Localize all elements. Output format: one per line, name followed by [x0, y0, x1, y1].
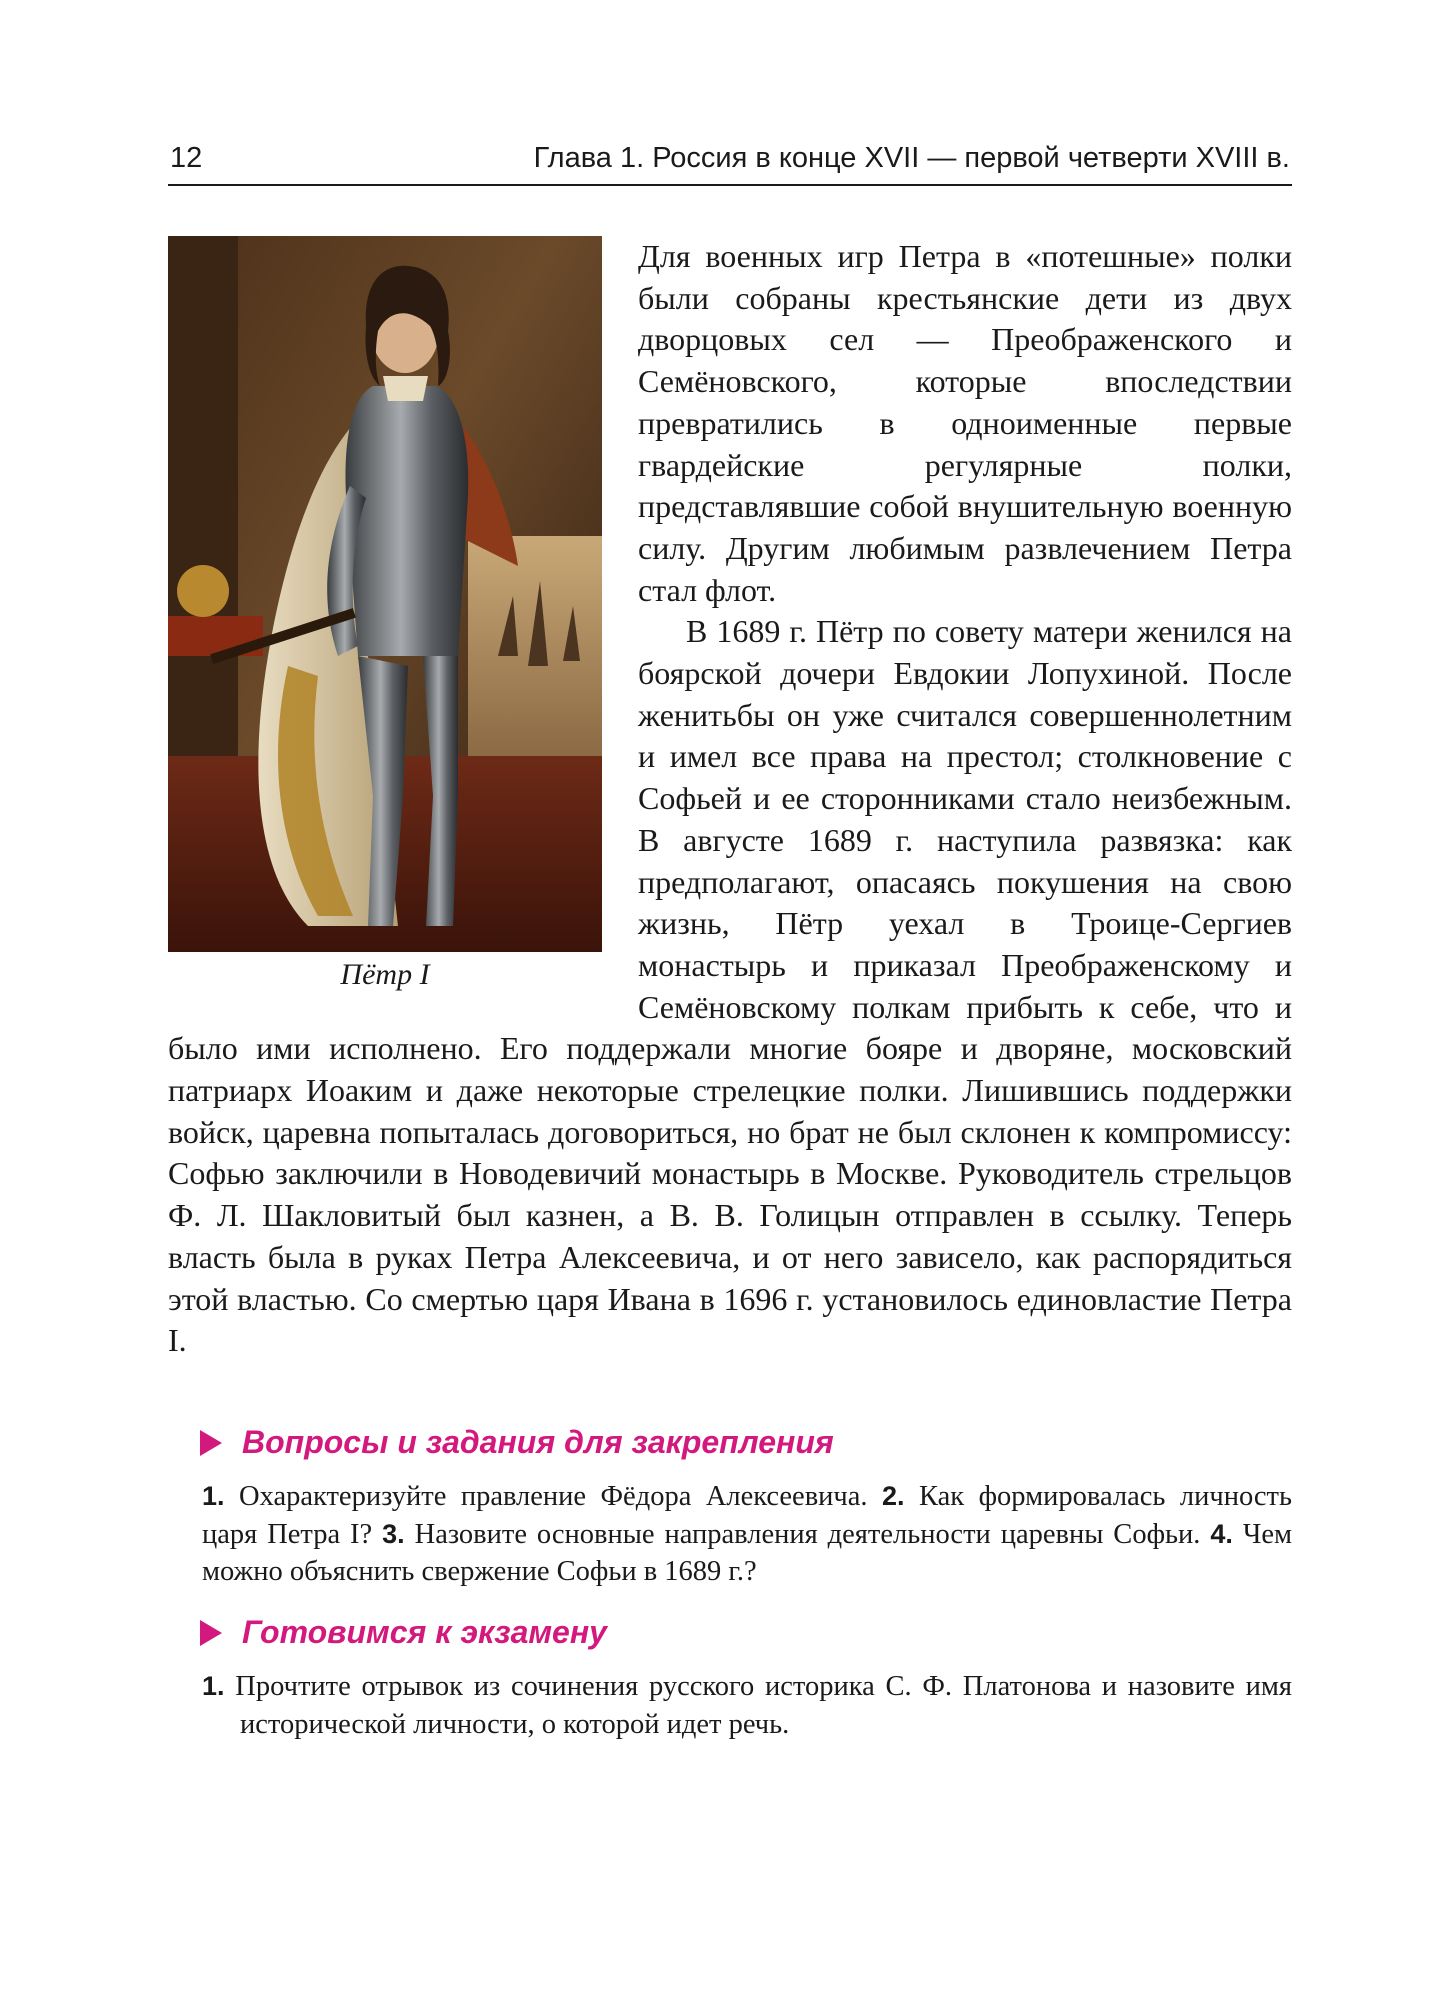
- body-paragraph-2: В 1689 г. Пётр по совету матери женился на боярской дочери Евдокии Лопухиной. После женитьбы он уже считался совершеннолетним и имел все права на престол; столкновение с Софьей и ее сторонниками стало неизбежным. В августе 1689 г. наступила развязка: как предполагают, опасаясь покушения на свою жизнь, Пётр уехал в Троице-Сергиев монастырь и приказал Преображенскому и Семёновскому полкам прибыть к себе, что и было ими исполнено. Его поддержали многие бояре и дворяне, московский патриарх Иоаким и даже некоторые стрелецкие полки. Лишившись поддержки войск, царевна попыталась договориться, но брат не был склонен к компромиссу: Софью заключили в Новодевичий монастырь в Москве. Руководитель стрельцов Ф. Л. Шакловитый был казнен, а В. В. Голицын отправлен в ссылку. Теперь власть была в руках Петра Алексеевича, и от него зависело, как распорядиться этой властью. Со смертью царя Ивана в 1696 г. установилось единовластие Петра I.: [168, 613, 1292, 1359]
- exam-list: [202, 1668, 1292, 1743]
- textbook-page: 12 Глава 1. Россия в конце XVII — первой четверти XVIII в. Пётр I Для военных игр Петра в «потешные» полки были собраны крестьянские дети из двух дворцовых сел — Преображенского и Семёновского, которые впоследствии превратились в одноименные первые гвардейские регулярные полки, представлявшие собой внушительную военную силу. Другим любимым развлечением Петра стал флот. В 1689 г. Пётр по совету матери женился на боярской дочери Евдокии Лопухиной. После женитьбы он уже считался совершеннолетним и имел все права на престол; столкновение с Софьей и ее сторонниками стало неизбежным. В августе 1689 г. наступила развязка: как предполагают, опасаясь покушения на свою жизнь, Пётр уехал в Троице-Сергиев монастырь и приказал Преображенскому и Семёновскому полкам прибыть к себе, что и было ими исполнено. Его поддержали многие бояре и дворяне, московский патриарх Иоаким и даже некоторые стрелецкие полки. Лишившись поддержки войск, царевна попыталась договориться, но брат не был склонен к компромиссу: Софью заключили в Новодевичий монастырь в Москве. Руководитель стрельцов Ф. Л. Шакловитый был казнен, а В. В. Голицын отправлен в ссылку. Теперь власть была в руках Петра Алексеевича, и от него зависело, как распорядиться этой властью. Со смертью царя Ивана в 1696 г. установилось единовластие Петра I. Вопросы и задания для закрепления 1. Охарактеризуйте правление Фёдора Алексеевича. 2. Как формировалась личность царя Петра I? 3. Назовите основные направления деятельности царевны Софьи. 4. Чем можно объяснить свержение Софьи в 1689 г.? Готовимся к экзамену 1. Прочтите отрывок из сочинения русского историка С. Ф. Платонова и назовите имя исторической личности, о которой идет речь.: [0, 0, 1434, 2000]
- question-item: 3. Назовите основные направления деятельности царевны Софьи.: [382, 1518, 1201, 1550]
- questions-list: [202, 1478, 1292, 1591]
- question-item: 1. Охарактеризуйте правление Фёдора Алексеевича.: [202, 1481, 868, 1512]
- question-item: 2. Как формировалась личность царя Петра I?: [202, 1481, 1293, 1550]
- figure-caption: Пётр I: [340, 958, 430, 991]
- triangle-bullet-icon: [200, 1620, 222, 1646]
- portrait-image: [168, 236, 602, 952]
- running-title: Глава 1. Россия в конце XVII — первой четверти XVIII в.: [533, 142, 1290, 174]
- triangle-bullet-icon: [200, 1430, 222, 1456]
- running-header: [168, 138, 1292, 186]
- main-text: [168, 236, 1292, 1362]
- portrait-figure: [168, 236, 602, 994]
- question-item: 4. Чем можно объяснить свержение Софьи в 1689 г.?: [202, 1518, 1293, 1587]
- page-number: 12: [170, 142, 203, 174]
- body-paragraph-1: Для военных игр Петра в «потешные» полки были собраны крестьянские дети из двух дворцовых сел — Преображенского и Семёновского, которые впоследствии превратились в одноименные первые гвардейские регулярные полки, представлявшие собой внушительную военную силу. Другим любимым развлечением Петра стал флот.: [638, 238, 1292, 608]
- exam-item: 1. Прочтите отрывок из сочинения русского историка С. Ф. Платонова и назовите имя исторической личности, о которой идет речь.: [202, 1671, 1292, 1740]
